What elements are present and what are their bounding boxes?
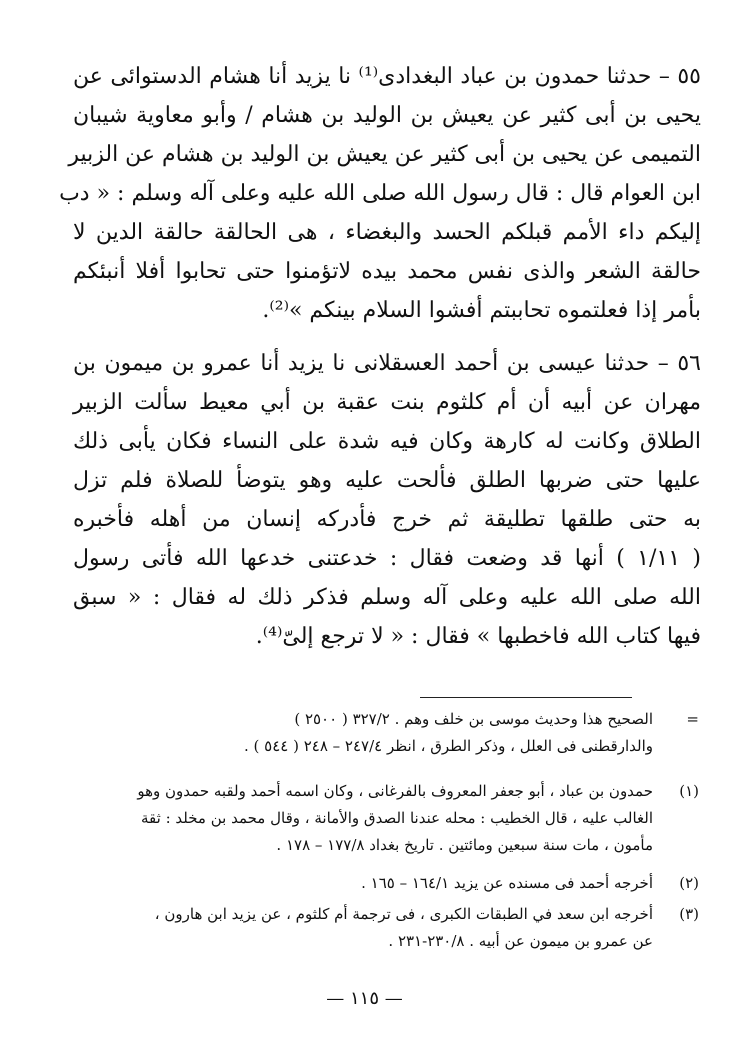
footnote-line: أخرجه أحمد فى مسنده عن يزيد ١٦٤/١ – ١٦٥ . (361, 874, 653, 892)
text-line: به حتى طلقها تطليقة ثم خرج فأدركه إنسان من أهله فأخبره (73, 507, 701, 532)
footnote-line: الصحيح هذا وحديث موسى بن خلف وهم . ٣٢٧/٢ ( ٢٥٠٠ ) (294, 710, 653, 728)
footnote-marker: (١) (679, 782, 699, 800)
footnote-line: عن عمرو بن ميمون عن أبيه . ٢٣٠/٨-٢٣١ . (388, 932, 653, 950)
text-line: ( ١/١١ ) أنها قد وضعت فقال : خدعتنى خدعها الله فأتى رسول (73, 546, 702, 571)
footnote-separator (420, 697, 632, 698)
text-line: ٥٥ – حدثنا حمدون بن عباد البغدادى⁽¹⁾ نا يزيد أنا هشام الدستوائى عن (73, 64, 701, 89)
text-line: إليكم داء الأمم قبلكم الحسد والبغضاء ، هى الحالقة حالقة الدين لا (73, 220, 701, 245)
footnote-marker: = (686, 710, 699, 728)
text-line: ٥٦ – حدثنا عيسى بن أحمد العسقلانى نا يزيد أنا عمرو بن ميمون بن (73, 351, 701, 376)
footnote-line: والدارقطنى فى العلل ، وذكر الطرق ، انظر ٢٤٧/٤ – ٢٤٨ ( ٥٤٤ ) . (243, 737, 653, 755)
text-line: التميمى عن يحيى بن أبى كثير عن يعيش بن الوليد بن هشام عن الزبير (68, 142, 701, 167)
text-line: الطلاق وكانت له كارهة وكان فيه شدة على النساء فكان يأبى ذلك (73, 429, 701, 454)
text-line: ابن العوام قال : قال رسول الله صلى الله عليه وعلى آله وسلم : « دب (59, 181, 701, 206)
footnote-marker: (٢) (679, 874, 699, 892)
text-line: بأمر إذا فعلتموه تحاببتم أفشوا السلام بينكم »⁽²⁾. (262, 298, 701, 323)
text-line: حالقة الشعر والذى نفس محمد بيده لاتؤمنوا حتى تحابوا أفلا أنبئكم (73, 259, 701, 284)
page-number: — ١١٥ — (326, 988, 403, 1009)
text-line: فيها كتاب الله فاخطبها » فقال : « لا ترجع إلىّ⁽⁴⁾. (255, 624, 701, 649)
footnote-line: مأمون ، مات سنة سبعين ومائتين . تاريخ بغداد ١٧٧/٨ – ١٧٨ . (276, 836, 653, 854)
footnote-line: الغالب عليه ، قال الخطيب : محله عندنا الصدق والأمانة ، وقال محمد بن مخلد : ثقة (141, 809, 653, 827)
footnote-line: حمدون بن عباد ، أبو جعفر المعروف بالفرغانى ، وكان اسمه أحمد ولقبه حمدون وهو (137, 782, 653, 800)
text-line: مهران عن أبيه أن أم كلثوم بنت عقبة بن أبي معيط سألت الزبير (73, 390, 701, 415)
footnote-marker: (٣) (679, 905, 699, 923)
footnote-line: أخرجه ابن سعد في الطبقات الكبرى ، فى ترجمة أم كلثوم ، عن يزيد ابن هارون ، (154, 905, 653, 923)
text-line: عليها حتى ضربها الطلق فألحت عليه وهو يتوضأ للصلاة فلم تزل (73, 468, 701, 493)
text-line: يحيى بن أبى كثير عن يعيش بن الوليد بن هشام / وأبو معاوية شيبان (73, 103, 701, 128)
text-line: الله صلى الله عليه وعلى آله وسلم فذكر ذلك له فقال : « سبق (73, 585, 701, 610)
